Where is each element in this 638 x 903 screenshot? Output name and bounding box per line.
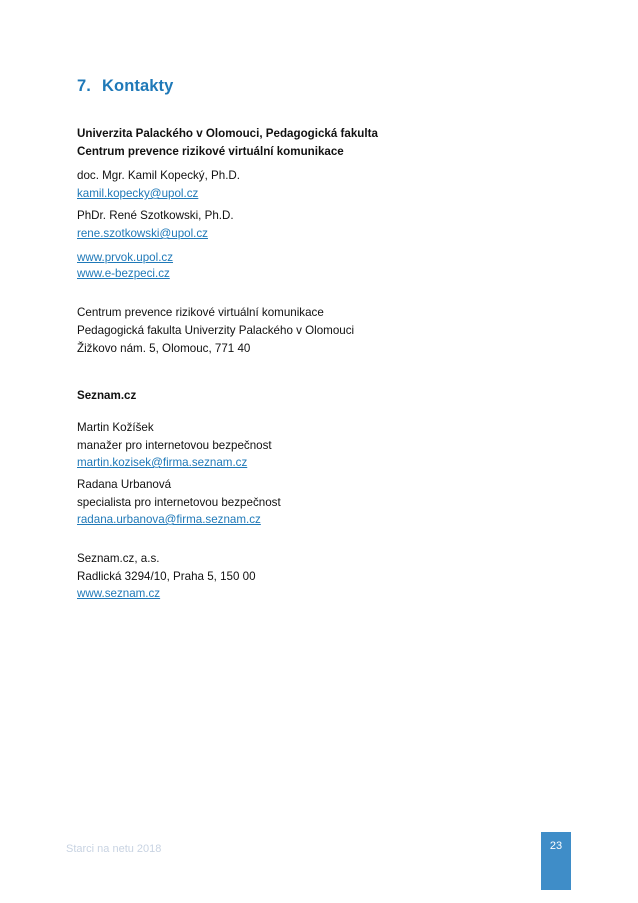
email-link-kopecky[interactable]: kamil.kopecky@upol.cz [77,187,199,200]
web-prvok-line [77,250,173,265]
contact-email-kozisek-line [77,455,247,470]
contact-name-kopecky: doc. Mgr. Kamil Kopecký, Ph.D. [77,169,241,182]
contact-email-kopecky-line [77,186,198,201]
page-number: 23 [549,840,563,852]
org-name-line2: Centrum prevence rizikové virtuální komunikace [77,145,344,158]
section-heading [77,77,173,96]
contact-role-kozisek: manažer pro internetovou bezpečnost [77,439,272,452]
org-name-line1: Univerzita Palackého v Olomouci, Pedagogická fakulta [77,127,378,140]
web-link-prvok[interactable]: www.prvok.upol.cz [77,251,174,264]
web-link-ebezpeci[interactable]: www.e-bezpeci.cz [77,267,170,280]
seznam-web-line [77,586,160,601]
contact-email-szotkowski-line [77,226,208,241]
section-title: Kontakty [102,77,174,95]
contact-name-kozisek: Martin Kožíšek [77,421,154,434]
address-line-3: Žižkovo nám. 5, Olomouc, 771 40 [77,342,251,355]
email-link-urbanova[interactable]: radana.urbanova@firma.seznam.cz [77,513,261,526]
seznam-address: Radlická 3294/10, Praha 5, 150 00 [77,570,256,583]
section-number: 7. [77,77,91,95]
email-link-kozisek[interactable]: martin.kozisek@firma.seznam.cz [77,456,248,469]
footer-text: Starci na netu 2018 [66,843,162,855]
email-link-szotkowski[interactable]: rene.szotkowski@upol.cz [77,227,208,240]
web-ebezpeci-line [77,266,170,281]
seznam-company: Seznam.cz, a.s. [77,552,160,565]
contact-name-urbanova: Radana Urbanová [77,478,172,491]
contact-name-szotkowski: PhDr. René Szotkowski, Ph.D. [77,209,234,222]
page-number-badge [541,832,571,890]
contact-email-urbanova-line [77,512,261,527]
web-link-seznam[interactable]: www.seznam.cz [77,587,161,600]
contact-role-urbanova: specialista pro internetovou bezpečnost [77,496,281,509]
address-line-1: Centrum prevence rizikové virtuální komunikace [77,306,324,319]
seznam-title: Seznam.cz [77,389,137,402]
address-line-2: Pedagogická fakulta Univerzity Palackého v Olomouci [77,324,355,337]
